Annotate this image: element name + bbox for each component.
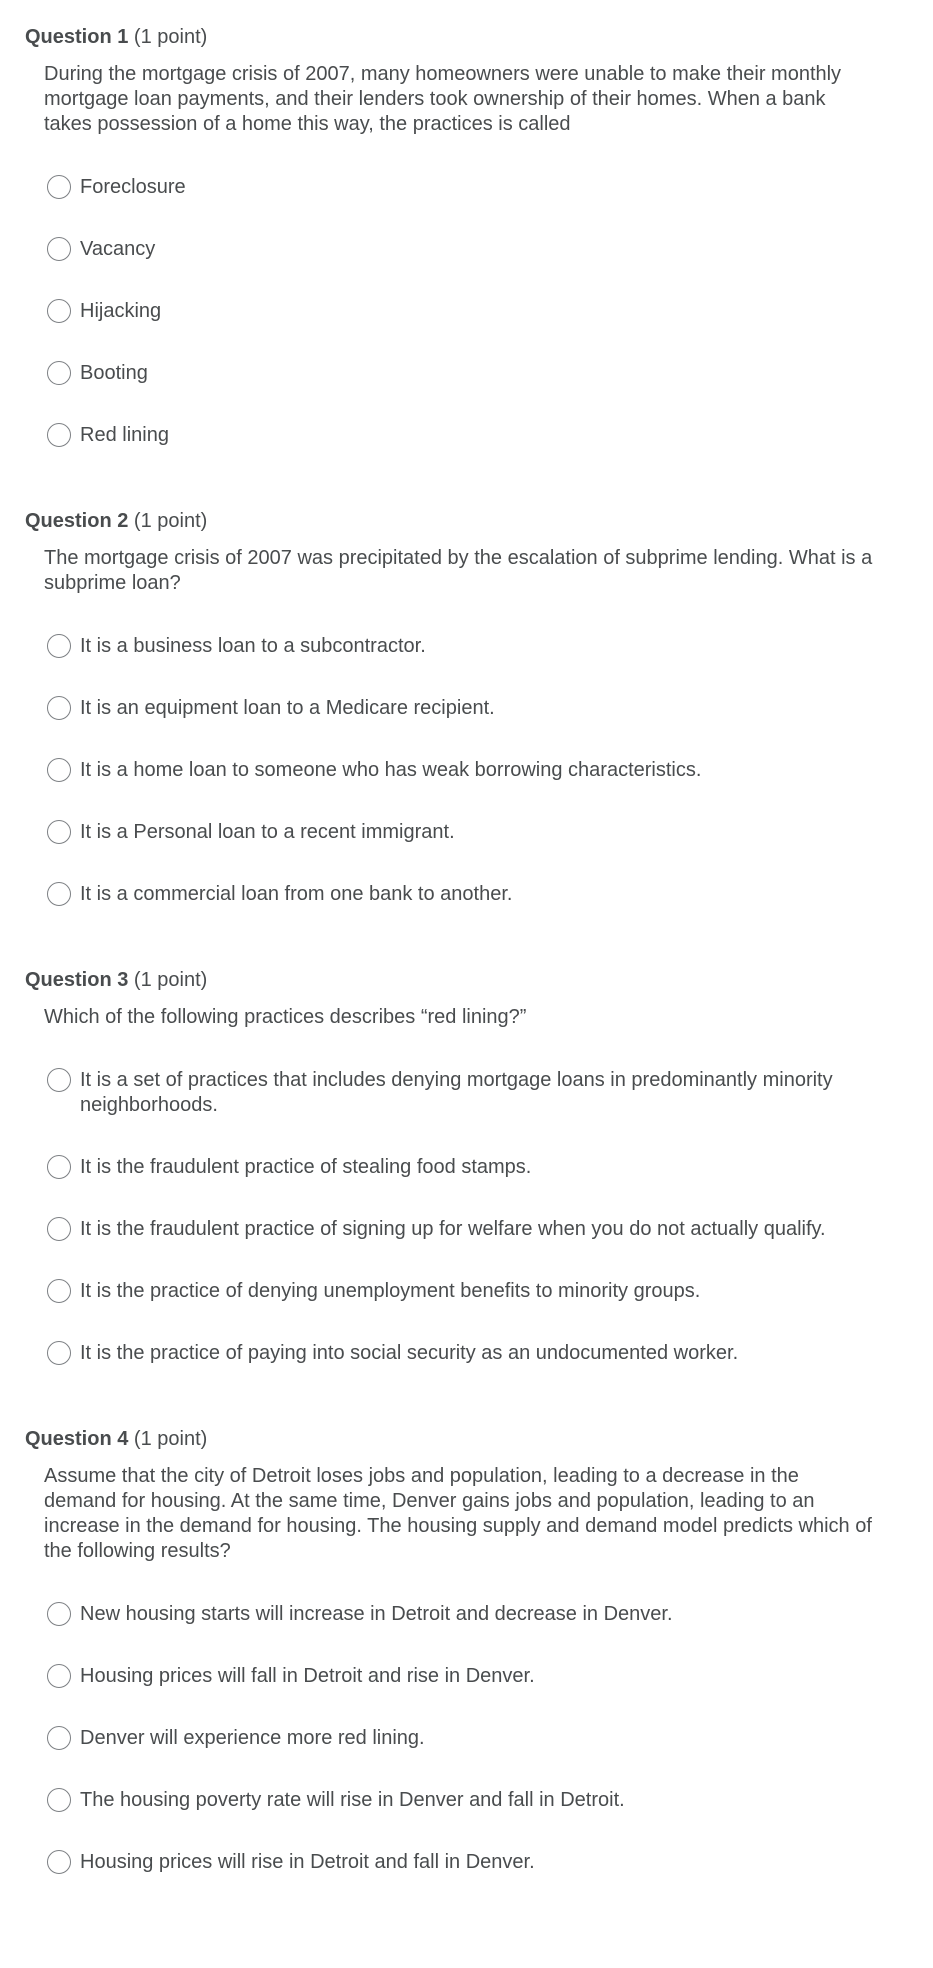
radio-button[interactable] (47, 758, 71, 782)
option-label: It is the practice of denying unemployment benefits to minority groups. (80, 1280, 701, 1302)
option-label: Foreclosure (80, 176, 186, 198)
radio-button[interactable] (47, 1664, 71, 1688)
option-label: It is a Personal loan to a recent immigrant. (80, 821, 455, 843)
answer-option[interactable] (47, 882, 860, 907)
option-label: It is a home loan to someone who has weak borrowing characteristics. (80, 759, 702, 781)
answer-options (25, 1068, 905, 1366)
answer-option[interactable] (47, 1788, 860, 1813)
answer-option[interactable] (47, 1664, 860, 1689)
question-number: Question 4 (25, 1428, 129, 1450)
question-2 (25, 508, 905, 907)
option-label: It is a set of practices that includes denying mortgage loans in predominantly minority neighborhoods. (80, 1069, 833, 1116)
answer-option[interactable] (47, 175, 860, 200)
question-prompt: Which of the following practices describes “red lining?” (44, 1006, 527, 1028)
option-label: The housing poverty rate will rise in Denver and fall in Detroit. (80, 1789, 625, 1811)
answer-option[interactable] (47, 1217, 860, 1242)
radio-button[interactable] (47, 1068, 71, 1092)
question-prompt: Assume that the city of Detroit loses jobs and population, leading to a decrease in the demand for housing. At the same time, Denver gains jobs and population, leading to an increase in the demand for housing. The housing supply and demand model predicts which of the following results? (44, 1465, 872, 1562)
option-label: Housing prices will rise in Detroit and fall in Denver. (80, 1851, 535, 1873)
question-prompt: During the mortgage crisis of 2007, many homeowners were unable to make their monthly mortgage loan payments, and their lenders took ownership of their homes. When a bank takes possession of a home this way, the practices is called (44, 63, 842, 135)
answer-option[interactable] (47, 423, 860, 448)
option-label: Denver will experience more red lining. (80, 1727, 425, 1749)
option-label: It is a business loan to a subcontractor. (80, 635, 426, 657)
option-label: Hijacking (80, 300, 162, 322)
radio-button[interactable] (47, 175, 71, 199)
question-4 (25, 1426, 905, 1875)
answer-option[interactable] (47, 634, 860, 659)
radio-button[interactable] (47, 1279, 71, 1303)
option-label: It is the fraudulent practice of stealing food stamps. (80, 1156, 532, 1178)
answer-option[interactable] (47, 299, 860, 324)
option-label: New housing starts will increase in Detroit and decrease in Denver. (80, 1603, 673, 1625)
answer-option[interactable] (47, 696, 860, 721)
answer-option[interactable] (47, 1155, 860, 1180)
question-heading (25, 508, 905, 534)
radio-button[interactable] (47, 1155, 71, 1179)
answer-option[interactable] (47, 361, 860, 386)
radio-button[interactable] (47, 299, 71, 323)
radio-button[interactable] (47, 1341, 71, 1365)
answer-option[interactable] (47, 758, 860, 783)
radio-button[interactable] (47, 882, 71, 906)
answer-option[interactable] (47, 1602, 860, 1627)
question-heading (25, 24, 905, 50)
option-label: It is a commercial loan from one bank to another. (80, 883, 513, 905)
answer-option[interactable] (47, 1341, 860, 1366)
question-number: Question 1 (25, 26, 129, 48)
radio-button[interactable] (47, 1788, 71, 1812)
question-points: (1 point) (133, 969, 208, 991)
option-label: It is an equipment loan to a Medicare recipient. (80, 697, 495, 719)
option-label: Housing prices will fall in Detroit and rise in Denver. (80, 1665, 535, 1687)
radio-button[interactable] (47, 696, 71, 720)
answer-option[interactable] (47, 1850, 860, 1875)
question-heading (25, 967, 905, 993)
question-points: (1 point) (133, 26, 208, 48)
radio-button[interactable] (47, 1217, 71, 1241)
question-points: (1 point) (133, 510, 208, 532)
radio-button[interactable] (47, 1726, 71, 1750)
answer-options (25, 634, 905, 907)
answer-option[interactable] (47, 820, 860, 845)
radio-button[interactable] (47, 1850, 71, 1874)
answer-options (25, 175, 905, 448)
question-1 (25, 24, 905, 448)
option-label: It is the fraudulent practice of signing up for welfare when you do not actually qualify. (80, 1218, 826, 1240)
radio-button[interactable] (47, 1602, 71, 1626)
question-3 (25, 967, 905, 1366)
option-label: Booting (80, 362, 148, 384)
radio-button[interactable] (47, 361, 71, 385)
option-label: Vacancy (80, 238, 156, 260)
question-number: Question 2 (25, 510, 129, 532)
radio-button[interactable] (47, 634, 71, 658)
radio-button[interactable] (47, 820, 71, 844)
option-label: Red lining (80, 424, 169, 446)
answer-option[interactable] (47, 1068, 860, 1118)
question-prompt: The mortgage crisis of 2007 was precipitated by the escalation of subprime lending. What is a subprime loan? (44, 547, 873, 594)
answer-option[interactable] (47, 237, 860, 262)
radio-button[interactable] (47, 423, 71, 447)
option-label: It is the practice of paying into social security as an undocumented worker. (80, 1342, 739, 1364)
question-points: (1 point) (133, 1428, 208, 1450)
answer-options (25, 1602, 905, 1875)
radio-button[interactable] (47, 237, 71, 261)
answer-option[interactable] (47, 1279, 860, 1304)
question-number: Question 3 (25, 969, 129, 991)
answer-option[interactable] (47, 1726, 860, 1751)
question-heading (25, 1426, 905, 1452)
